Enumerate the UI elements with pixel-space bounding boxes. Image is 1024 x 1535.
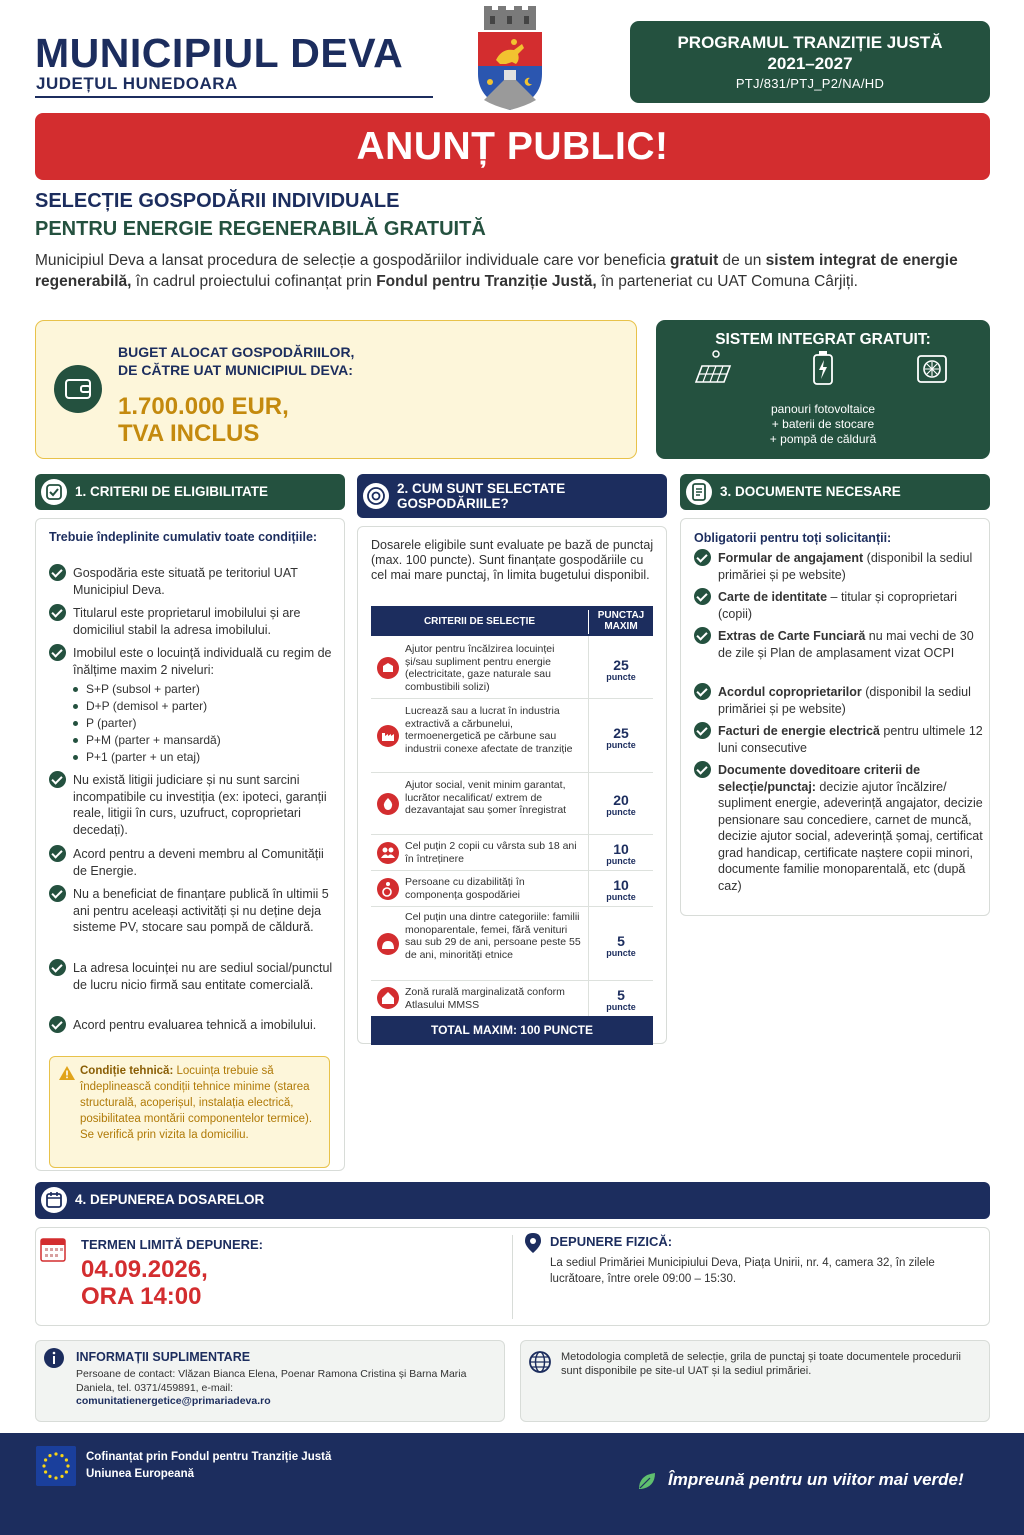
public-announcement-banner: ANUNȚ PUBLIC! — [35, 113, 990, 180]
section-submission-header: 4. DEPUNEREA DOSARELOR — [35, 1182, 990, 1219]
physical-submission-text: La sediul Primăriei Municipiului Deva, Piața Unirii, nr. 4, camera 32, în zilele lucrătoare, între orele 09:00 – 15:30. — [550, 1257, 935, 1285]
deadline-label: TERMEN LIMITĂ DEPUNERE: — [81, 1237, 263, 1252]
level-item: P+1 (parter + un etaj) — [86, 750, 201, 764]
eligibility-item: Nu există litigii judiciare și nu sunt sarcini incompatibile cu investiția (ex: ipoteci, garanții reale, litigii în curs, uzufruct, coproprietari decedați). — [73, 773, 327, 837]
city-title: MUNICIPIUL DEVA — [35, 30, 404, 76]
table-row: Zonă rurală marginalizată conform Atlasului MMSS 5 puncte — [371, 981, 653, 1016]
disability-icon — [377, 878, 399, 900]
section-selection-header: 2. CUM SUNT SELECTATE GOSPODĂRIILE? — [357, 474, 667, 518]
divider — [512, 1235, 513, 1319]
table-row: Cel puțin una dintre categoriile: familii monoparentale, femei, fără venituri sau sub 29 de ani, persoane peste 55 de ani, minorități etnice 5 puncte — [371, 907, 653, 981]
table-row: Ajutor social, venit minim garantat, lucrător necalificat/ extrem de dezavantajat sau șomer înregistrat 20 puncte — [371, 773, 653, 835]
document-item: Extras de Carte Funciară nu mai vechi de 30 de zile și Plan de amplasament vizat OCPI — [718, 629, 974, 660]
budget-label: BUGET ALOCAT GOSPODĂRIILOR, DE CĂTRE UAT MUNICIPIUL DEVA: — [118, 344, 355, 378]
methodology-text: Metodologia completă de selecție, grila de punctaj și toate documentele procedurii sunt disponibile pe site-ul UAT și la sediul primăriei. — [561, 1351, 961, 1377]
program-code: PTJ/831/PTJ_P2/NA/HD — [735, 76, 885, 91]
info-title: INFORMAȚII SUPLIMENTARE — [76, 1350, 251, 1364]
check-icon — [49, 644, 66, 661]
document-icon — [686, 479, 712, 505]
document-item: Formular de angajament (disponibil la sediul primăriei și pe website) — [718, 551, 973, 582]
eu-line: Uniunea Europeană — [86, 1468, 194, 1480]
document-item: Facturi de energie electrică pentru ultimele 12 luni consecutive — [718, 724, 983, 755]
selection-intro: Dosarele eligibile sunt evaluate pe bază de punctaj (max. 100 puncte). Sunt finanțate gospodăriile cu cel mai mare punctaj, în limita bugetului disponibil. — [371, 538, 654, 582]
section-eligibility-header: 1. CRITERII DE ELIGIBILITATE — [35, 474, 345, 510]
wallet-icon — [54, 365, 102, 413]
section-documents-header: 3. DOCUMENTE NECESARE — [680, 474, 990, 510]
check-icon — [49, 604, 66, 621]
bullet — [73, 721, 78, 726]
check-icon — [694, 761, 711, 778]
col-points: PUNCTAJ MAXIM — [588, 610, 653, 634]
eligibility-lead: Trebuie îndeplinite cumulativ toate condițiile: — [49, 530, 318, 544]
header-divider — [35, 96, 433, 98]
eligibility-item: Imobilul este o locuință individuală cu regim de înălțime maxim 2 niveluri: — [73, 646, 332, 677]
eligibility-item: Gospodăria este situată pe teritoriul UAT Municipiul Deva. — [73, 566, 298, 597]
eu-flag-icon — [36, 1446, 76, 1486]
table-row: Lucrează sau a lucrat în industria extractivă a cărbunelui, termoenergetică pe cărbune sau industrii conexe afectate de tranziție 25 puncte — [371, 699, 653, 773]
target-icon — [363, 483, 389, 509]
check-icon — [694, 722, 711, 739]
factory-icon — [377, 725, 399, 747]
table-row: Persoane cu dizabilități în componența gospodăriei 10 puncte — [371, 871, 653, 907]
headline-line-1: SELECȚIE GOSPODĂRII INDIVIDUALE — [35, 190, 400, 212]
documents-lead: Obligatorii pentru toți solicitanții: — [694, 531, 892, 545]
calendar-icon — [40, 1236, 66, 1262]
contact-persons: Persoane de contact: Vlăzan Bianca Elena, Poenar Ramona Cristina și Barna Maria Daniela, tel. 0371/459891, e-mail: — [76, 1368, 467, 1394]
program-badge — [630, 21, 990, 103]
check-icon — [694, 627, 711, 644]
check-icon — [694, 588, 711, 605]
bullet — [73, 687, 78, 692]
check-icon — [49, 885, 66, 902]
location-pin-icon — [524, 1232, 542, 1254]
integrated-system-card — [656, 320, 990, 459]
physical-submission-label: DEPUNERE FIZICĂ: — [550, 1234, 673, 1249]
check-icon — [694, 683, 711, 700]
bullet — [73, 738, 78, 743]
solar-panel-icon — [694, 350, 734, 384]
bullet — [73, 755, 78, 760]
check-icon — [49, 771, 66, 788]
check-icon — [49, 959, 66, 976]
program-name: PROGRAMUL TRANZIȚIE JUSTĂ — [677, 33, 943, 52]
globe-icon — [528, 1350, 552, 1374]
level-item: P (parter) — [86, 716, 137, 730]
deadline-value: 04.09.2026, ORA 14:00 — [81, 1256, 208, 1310]
cofinancing-line: Cofinanțat prin Fondul pentru Tranziție Justă — [86, 1451, 332, 1463]
heating-icon — [377, 657, 399, 679]
table-total: TOTAL MAXIM: 100 PUNCTE — [371, 1016, 653, 1045]
warning-icon — [58, 1065, 76, 1081]
level-item: D+P (demisol + parter) — [86, 699, 208, 713]
check-shield-icon — [41, 479, 67, 505]
eligibility-item: Acord pentru evaluarea tehnică a imobilului. — [73, 1018, 317, 1032]
headline-line-2: PENTRU ENERGIE REGENERABILĂ GRATUITĂ — [35, 218, 486, 240]
system-components: panouri fotovoltaice + baterii de stocare + pompă de căldură — [769, 402, 877, 446]
eligibility-item: Acord pentru a deveni membru al Comunității de Energie. — [73, 847, 324, 878]
calendar-small-icon — [41, 1187, 67, 1213]
leaf-icon — [636, 1470, 658, 1492]
document-item: Acordul coproprietarilor (disponibil la sediul primăriei și pe website) — [718, 685, 971, 716]
family-icon — [377, 933, 399, 955]
budget-card — [35, 320, 637, 459]
check-icon — [49, 564, 66, 581]
social-aid-icon — [377, 793, 399, 815]
budget-amount: 1.700.000 EUR, TVA INCLUS — [118, 393, 289, 447]
battery-icon — [812, 350, 834, 386]
table-header — [371, 606, 653, 636]
eligibility-item: La adresa locuinței nu are sediul social/punctul de lucru nicio firmă sau entitate comercială. — [73, 961, 333, 992]
coat-of-arms-icon — [470, 4, 550, 112]
county-subtitle: JUDEȚUL HUNEDOARA — [36, 74, 238, 93]
check-icon — [49, 845, 66, 862]
program-period: 2021–2027 — [767, 54, 853, 73]
intro-paragraph: Municipiul Deva a lansat procedura de selecție a gospodăriilor individuale care vor beneficia gratuit de un sistem integrat de energie regenerabilă, în cadrul proiectului cofinanțat prin Fondul pentru Tranziție Justă, în parteneriat cu UAT Comuna Cârjiți. — [35, 252, 958, 290]
info-icon — [43, 1347, 65, 1369]
heat-pump-icon — [916, 354, 948, 384]
bullet — [73, 704, 78, 709]
check-icon — [49, 1016, 66, 1033]
slogan: Împreună pentru un viitor mai verde! — [668, 1470, 964, 1489]
eligibility-item: Titularul este proprietarul imobilului și are domiciliul stabil la adresa imobilului. — [73, 606, 301, 637]
rural-home-icon — [377, 987, 399, 1009]
level-item: P+M (parter + mansardă) — [86, 733, 221, 747]
document-item: Carte de identitate – titular și coproprietari (copii) — [718, 590, 957, 621]
technical-condition-note: Condiție tehnică: Locuința trebuie să îndeplinească condiții tehnice minime (starea structurală, acoperișul, instalația electrică, posibilitatea montării componentelor termice). Se verifică prin vizita la domiciliu. — [49, 1056, 330, 1168]
check-icon — [694, 549, 711, 566]
contact-email-link[interactable]: comunitatienergetice@primariadeva.ro — [76, 1395, 271, 1407]
children-icon — [377, 842, 399, 864]
table-row: Ajutor pentru încălzirea locuinței și/sau supliment pentru energie (electricitate, gaze naturale sau combustibili solizi) 25 puncte — [371, 636, 653, 699]
system-title: SISTEM INTEGRAT GRATUIT: — [715, 331, 931, 348]
document-item: Documente doveditoare criterii de selecție/punctaj: decizie ajutor încălzire/ supliment energie, adeverință angajator, decizie pensionare sau concediere, carnet de muncă, decizie ajutor social, adeverință șomaj, certificat grad handicap, certificate naștere copii minori, documente familie monoparentală, etc (după caz) — [718, 763, 983, 893]
table-row: Cel puțin 2 copii cu vârsta sub 18 ani în întreținere 10 puncte — [371, 835, 653, 871]
col-criteria: CRITERII DE SELECȚIE — [423, 616, 536, 627]
eligibility-item: Nu a beneficiat de finanțare publică în ultimii 5 ani pentru aceleași activități și nu deține deja sisteme PV, stocare sau pompă de căldură. — [73, 887, 329, 934]
level-item: S+P (subsol + parter) — [86, 682, 200, 696]
